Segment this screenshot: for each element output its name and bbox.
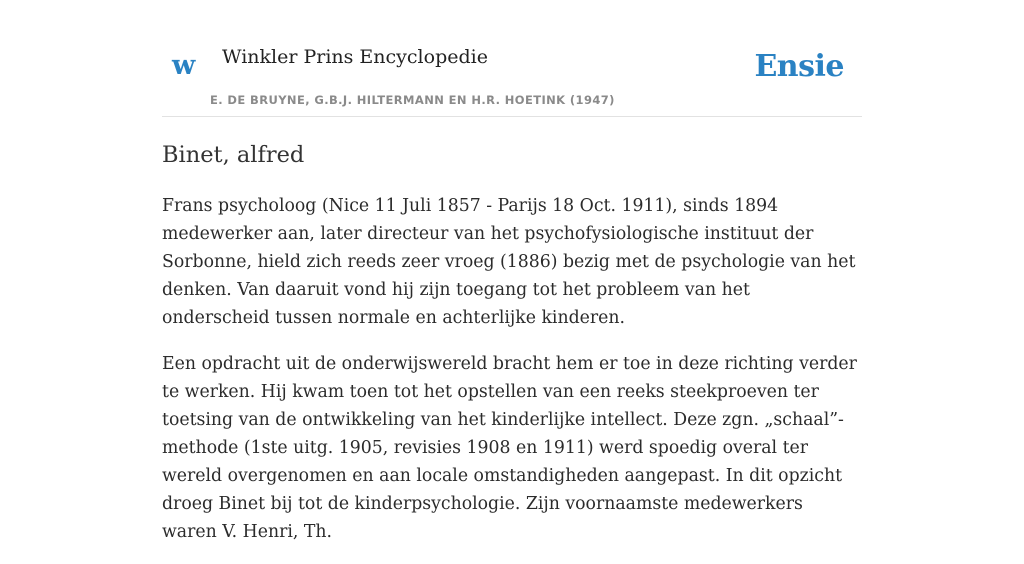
article-paragraph: Frans psycholoog (Nice 11 Juli 1857 - Parijs 18 Oct. 1911), sinds 1894 medewerker aan, later directeur van het psychofysiologische instituut der Sorbonne, hield zich reeds zeer vroeg (1886) bezig met de psychologie van het denken. Van daaruit vond hij zijn toegang tot het probleem van het onderscheid tussen normale en achterlijke kinderen. [162, 196, 856, 329]
source-title-link[interactable]: Winkler Prins Encyclopedie [222, 46, 488, 68]
article-paragraph: Een opdracht uit de onderwijswereld bracht hem er toe in deze richting verder te werken. Hij kwam toen tot het opstellen van een reeks steekproeven ter toetsing van de ontwikkeling van het kinderlijke intellect. Deze zgn. „schaal”-methode (1ste uitg. 1905, revisies 1908 en 1911) werd spoedig overal ter wereld overgenomen en aan locale omstandigheden aangepast. In dit opzicht droeg Binet bij tot de kinderpsychologie. Zijn voornaamste medewerkers waren V. Henri, Th. [162, 354, 857, 543]
page [162, 0, 862, 564]
article-title: Binet, alfred [162, 142, 305, 168]
article-body [162, 192, 862, 546]
ensie-logo-link[interactable]: Ensie [754, 49, 844, 84]
source-authors: E. DE BRUYNE, G.B.J. HILTERMANN EN H.R. HOETINK (1947) [210, 93, 615, 107]
source-logo-icon[interactable]: w [172, 50, 196, 81]
source-header [162, 0, 862, 117]
